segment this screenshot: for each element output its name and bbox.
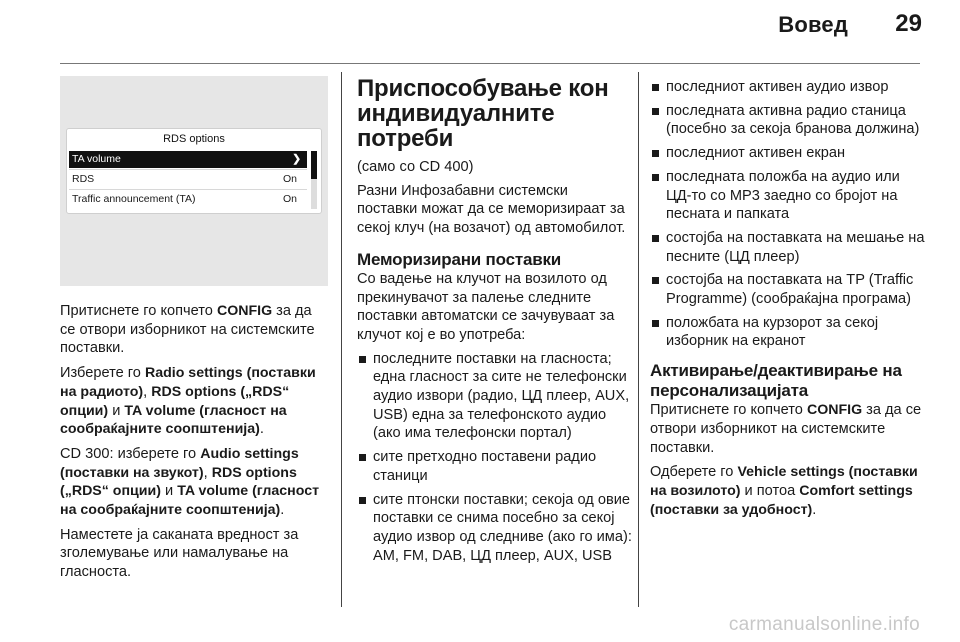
list-item: сите претходно поставени радио станици	[357, 448, 632, 485]
paragraph-vehicle-settings: Одберете го Vehicle settings (поставки на возилото) и потоа Comfort settings (поставки за удобност).	[650, 464, 918, 518]
page-header-title: Вовед	[778, 12, 848, 37]
menu-item-label: Traffic announcement (TA)	[72, 193, 196, 205]
menu-item-label: RDS	[72, 173, 95, 185]
paragraph-stored-settings: Со вадење на клучот на возилото од прекинувачот за палење следните поставки автоматски се зачувуваат за клучот кој е во употреба:	[357, 270, 615, 343]
menu-item-ta-volume	[69, 151, 307, 168]
list-item: последниот активен аудио извор	[650, 78, 925, 97]
figure-rds-options-screenshot	[60, 76, 328, 286]
list-item: состојба на поставката на мешање на песните (ЦД плеер)	[650, 229, 925, 266]
list-item: положбата на курзорот за секој изборник на екранот	[650, 314, 925, 351]
subheading-activate-personalisation: Активирање/деактивирање на персонализацијата	[650, 361, 902, 401]
column-divider-2	[638, 72, 639, 607]
paragraph-config: Притиснете го копчето CONFIG за да се отвори изборникот на системските поставки.	[60, 303, 315, 357]
row-divider	[69, 189, 307, 190]
display-screen	[66, 128, 322, 214]
watermark-text: carmanualsonline.info	[728, 614, 920, 635]
header-divider	[60, 63, 920, 64]
paragraph-select-radio: Изберете го Radio settings (поставки на радиото), RDS options („RDS“ опции) и TA volume (гласност на сообраќајните соопштенија).	[60, 365, 316, 438]
scrollbar-thumb	[311, 151, 317, 179]
bullet-list-stored-settings	[357, 350, 632, 566]
list-item: последните поставки на гласноста; една гласност за сите не телефонски аудио извори (радио, ЦД плеер, AUX, USB) една за телефонското аудио (ако има телефонски портал)	[357, 350, 632, 444]
menu-item-label: TA volume	[72, 153, 121, 165]
column-divider-1	[341, 72, 342, 607]
paragraph-adjust-volume: Наместете ја саканата вредност за зголемување или намалување на гласноста.	[60, 526, 299, 581]
paragraph-intro: Разни Инфозабавни системски поставки можат да се меморизираат за секој клуч (на возачот) од автомобилот.	[357, 182, 626, 237]
menu-item-traffic-announcement	[69, 191, 307, 208]
list-item: последниот активен екран	[650, 144, 925, 163]
column-2-text	[357, 76, 632, 565]
chevron-right-icon: ❯	[292, 153, 301, 165]
column-1-text	[60, 302, 328, 582]
column-3-text	[650, 78, 925, 519]
paragraph-config-press: Притиснете го копчето CONFIG за да се отвори изборникот на системските поставки.	[650, 402, 922, 456]
screen-title: RDS options	[163, 133, 225, 145]
list-item: сите птонски поставки; секоја од овие поставки се снима посебно за секој аудио извор од следниве (ако го има): AM, FM, DAB, ЦД плеер, AUX, USB	[357, 491, 632, 566]
subheading-stored-settings: Меморизирани поставки	[357, 249, 562, 269]
scrollbar	[311, 151, 317, 209]
subtitle-cd400: (само со CD 400)	[357, 159, 474, 175]
menu-item-value: On	[282, 173, 297, 185]
row-divider	[69, 169, 307, 170]
page-number: 29	[895, 10, 922, 37]
section-heading-personalisation: Приспособување кон индивидуалните потреби	[357, 75, 609, 152]
list-item: последната активна радио станица (посебно за секоја бранова должина)	[650, 102, 925, 139]
menu-item-rds	[69, 171, 307, 188]
list-item: последната положба на аудио или ЦД-то со MP3 заедно со бројот на песната и папката	[650, 168, 925, 224]
paragraph-cd300: CD 300: изберете го Audio settings (поставки на звукот), RDS options („RDS“ опции) и TA volume (гласност на сообраќајните соопштенија).	[60, 445, 320, 519]
menu-item-value: On	[282, 193, 297, 205]
list-item: состојба на поставката на TP (Traffic Programme) (сообраќајна програма)	[650, 271, 925, 308]
bullet-list-continued	[650, 78, 925, 351]
